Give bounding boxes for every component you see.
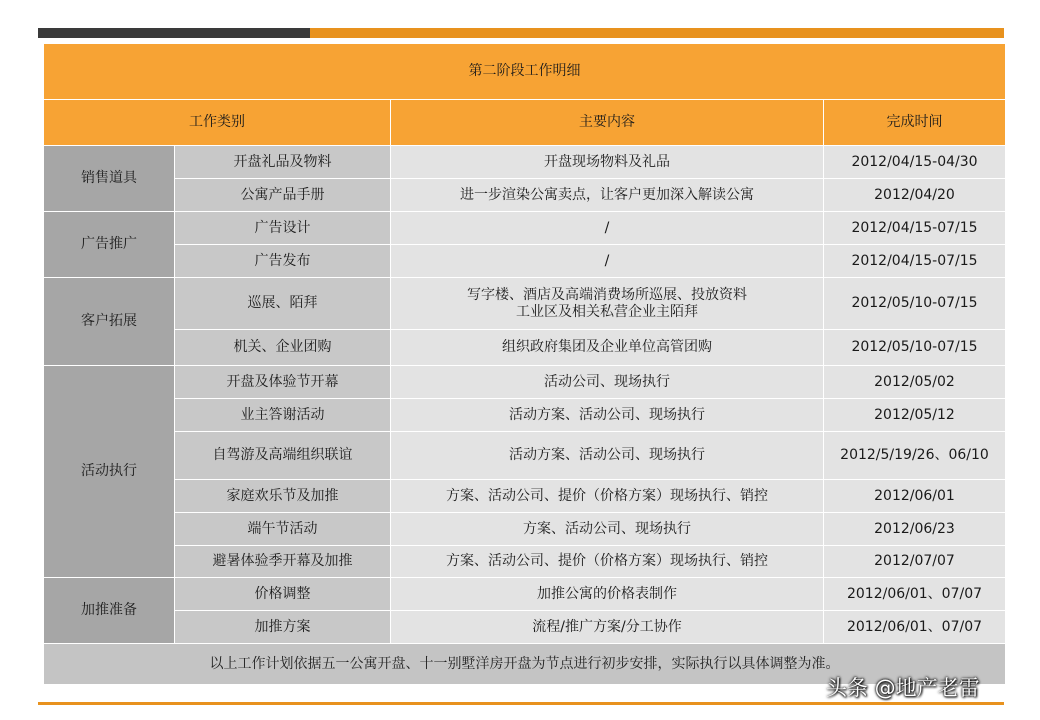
- content-cell: 方案、活动公司、提价（价格方案）现场执行、销控: [391, 546, 824, 578]
- header-time: 完成时间: [824, 100, 1006, 146]
- time-cell: 2012/06/01: [824, 480, 1006, 513]
- category-cell: 活动执行: [44, 366, 175, 578]
- header-row: [44, 100, 1006, 146]
- item-cell: 巡展、陌拜: [175, 278, 391, 330]
- category-cell: 加推准备: [44, 578, 175, 644]
- time-cell: 2012/05/12: [824, 399, 1006, 432]
- time-cell: 2012/06/01、07/07: [824, 578, 1006, 611]
- item-cell: 机关、企业团购: [175, 330, 391, 366]
- content-cell: /: [391, 212, 824, 245]
- content-line: 工业区及相关私营企业主陌拜: [516, 303, 698, 320]
- table-row: [44, 546, 1006, 578]
- table-row: [44, 146, 1006, 179]
- content-cell: 活动方案、活动公司、现场执行: [391, 432, 824, 480]
- watermark-text: 头条 @地产老雷: [826, 676, 980, 700]
- time-cell: 2012/06/23: [824, 513, 1006, 546]
- category-cell: 销售道具: [44, 146, 175, 212]
- time-cell: 2012/04/15-07/15: [824, 245, 1006, 278]
- table-title: 第二阶段工作明细: [44, 44, 1006, 100]
- content-cell: 方案、活动公司、现场执行: [391, 513, 824, 546]
- content-cell: [391, 278, 824, 330]
- item-cell: 端午节活动: [175, 513, 391, 546]
- item-cell: 避暑体验季开幕及加推: [175, 546, 391, 578]
- table-row: [44, 513, 1006, 546]
- item-cell: 自驾游及高端组织联谊: [175, 432, 391, 480]
- table-row: [44, 212, 1006, 245]
- header-content: 主要内容: [391, 100, 824, 146]
- table-row: [44, 366, 1006, 399]
- table-row: [44, 399, 1006, 432]
- time-cell: 2012/04/15-07/15: [824, 212, 1006, 245]
- table-row: [44, 578, 1006, 611]
- work-plan-table: [43, 43, 1006, 685]
- content-line: 写字楼、酒店及高端消费场所巡展、投放资料: [467, 286, 747, 303]
- bottom-decor-line: [38, 702, 1004, 705]
- time-cell: 2012/07/07: [824, 546, 1006, 578]
- table-note: 以上工作计划依据五一公寓开盘、十一别墅洋房开盘为节点进行初步安排，实际执行以具体调整为准。: [44, 644, 1006, 685]
- table-row: [44, 611, 1006, 644]
- content-cell: 进一步渲染公寓卖点，让客户更加深入解读公寓: [391, 179, 824, 212]
- table-row: [44, 432, 1006, 480]
- content-cell: 组织政府集团及企业单位高管团购: [391, 330, 824, 366]
- table-row: [44, 480, 1006, 513]
- table-row: [44, 245, 1006, 278]
- time-cell: 2012/5/19/26、06/10: [824, 432, 1006, 480]
- content-cell: 活动公司、现场执行: [391, 366, 824, 399]
- table-row: [44, 179, 1006, 212]
- content-cell: 流程/推广方案/分工协作: [391, 611, 824, 644]
- content-cell: 加推公寓的价格表制作: [391, 578, 824, 611]
- title-row: [44, 44, 1006, 100]
- top-bar-orange-segment: [310, 28, 1004, 38]
- time-cell: 2012/05/10-07/15: [824, 330, 1006, 366]
- content-cell: 方案、活动公司、提价（价格方案）现场执行、销控: [391, 480, 824, 513]
- time-cell: 2012/04/15-04/30: [824, 146, 1006, 179]
- time-cell: 2012/05/02: [824, 366, 1006, 399]
- content-cell: /: [391, 245, 824, 278]
- item-cell: 家庭欢乐节及加推: [175, 480, 391, 513]
- top-bar-dark-segment: [38, 28, 310, 38]
- table-row: [44, 278, 1006, 330]
- content-cell: 活动方案、活动公司、现场执行: [391, 399, 824, 432]
- time-cell: 2012/06/01、07/07: [824, 611, 1006, 644]
- time-cell: 2012/05/10-07/15: [824, 278, 1006, 330]
- item-cell: 广告设计: [175, 212, 391, 245]
- time-cell: 2012/04/20: [824, 179, 1006, 212]
- category-cell: 客户拓展: [44, 278, 175, 366]
- top-decor-bar: [38, 28, 1004, 38]
- item-cell: 公寓产品手册: [175, 179, 391, 212]
- item-cell: 广告发布: [175, 245, 391, 278]
- item-cell: 加推方案: [175, 611, 391, 644]
- header-category: 工作类别: [44, 100, 391, 146]
- content-cell: 开盘现场物料及礼品: [391, 146, 824, 179]
- table-row: [44, 330, 1006, 366]
- item-cell: 开盘及体验节开幕: [175, 366, 391, 399]
- item-cell: 价格调整: [175, 578, 391, 611]
- item-cell: 开盘礼品及物料: [175, 146, 391, 179]
- category-cell: 广告推广: [44, 212, 175, 278]
- item-cell: 业主答谢活动: [175, 399, 391, 432]
